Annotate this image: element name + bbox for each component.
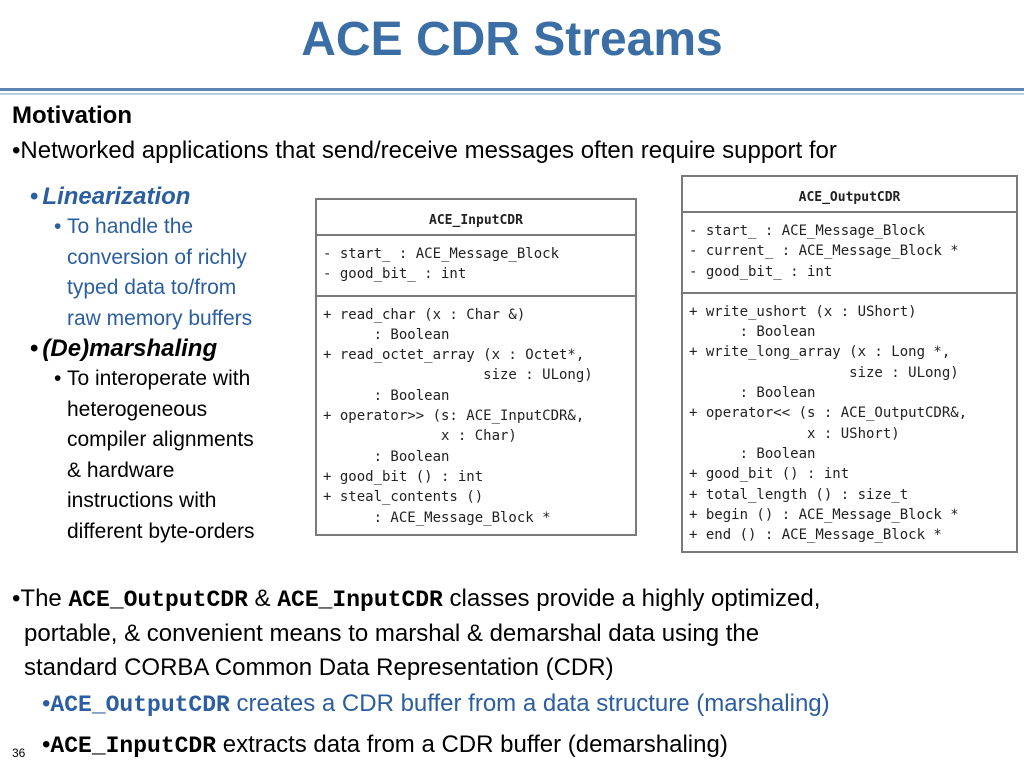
bullet-cdr-classes xyxy=(12,582,1012,685)
bullet-text: The xyxy=(20,585,69,612)
bullet-dot: • xyxy=(54,367,62,390)
demarshaling-detail xyxy=(54,364,310,547)
detail-line: conversion of richly xyxy=(67,245,247,269)
uml-operation: + read_octet_array (x : Octet*, xyxy=(323,347,585,364)
bullet-dot: • xyxy=(30,183,39,210)
uml-operations xyxy=(683,294,1016,552)
detail-line: To handle the xyxy=(67,215,194,238)
uml-class-name: ACE_InputCDR xyxy=(317,200,635,236)
uml-operation: : Boolean xyxy=(689,324,816,341)
uml-operation: size : ULong) xyxy=(323,367,593,384)
detail-line: To interoperate with xyxy=(67,367,251,390)
bullet-dot: • xyxy=(30,335,39,362)
uml-operation: : ACE_Message_Block * xyxy=(323,509,551,526)
class-name-input: ACE_InputCDR xyxy=(277,587,443,613)
uml-operation: : Boolean xyxy=(323,387,450,404)
uml-attribute: - good_bit_ : int xyxy=(689,263,833,280)
class-name-input: ACE_InputCDR xyxy=(50,733,217,759)
detail-line: compiler alignments xyxy=(67,428,254,451)
detail-line: typed data to/from xyxy=(67,276,237,299)
sub-bullet-input-cdr: •ACE_InputCDR extracts data from a CDR buffer (demarshaling) xyxy=(42,731,728,759)
uml-class-name: ACE_OutputCDR xyxy=(683,177,1016,213)
uml-attribute: - good_bit_ : int xyxy=(323,266,467,283)
bullet-networked-apps: •Networked applications that send/receive messages often require support for xyxy=(12,137,837,164)
uml-attribute: - start_ : ACE_Message_Block xyxy=(323,246,560,262)
uml-attributes xyxy=(683,213,1016,294)
class-name-output: ACE_OutputCDR xyxy=(68,587,248,613)
sub-bullet-text: extracts data from a CDR buffer (demarshaling) xyxy=(216,731,728,758)
list-item-linearization xyxy=(30,182,310,212)
bullet-line: standard CORBA Common Data Representation (CDR) xyxy=(24,654,614,681)
bullet-text: classes provide a highly optimized, xyxy=(442,585,821,612)
title-divider-light xyxy=(0,93,1024,95)
uml-operation: + begin () : ACE_Message_Block * xyxy=(689,506,959,523)
detail-line: heterogeneous xyxy=(67,397,208,421)
uml-operation: x : UShort) xyxy=(689,425,900,442)
bullet-line: portable, & convenient means to marshal & demarshal data using the xyxy=(24,620,760,647)
uml-operation: + steal_contents () xyxy=(323,489,484,506)
demarshaling-heading: (De)marshaling xyxy=(42,335,218,362)
sub-bullet-output-cdr: •ACE_OutputCDR creates a CDR buffer from a data structure (marshaling) xyxy=(42,690,830,718)
uml-operation: : Boolean xyxy=(689,445,816,462)
detail-line: instructions with xyxy=(67,489,217,512)
uml-operation: + operator<< (s : ACE_OutputCDR&, xyxy=(689,405,968,422)
uml-operation: + operator>> (s: ACE_InputCDR&, xyxy=(323,408,585,425)
sub-bullet-text: creates a CDR buffer from a data structure (marshaling) xyxy=(229,690,830,717)
uml-class-input-cdr xyxy=(315,198,637,536)
uml-operation: + good_bit () : int xyxy=(689,466,850,483)
uml-operation: : Boolean xyxy=(323,448,450,465)
uml-operations xyxy=(317,297,635,534)
uml-class-output-cdr xyxy=(681,175,1018,553)
uml-operation: + read_char (x : Char &) xyxy=(323,306,526,323)
linearization-detail xyxy=(54,212,310,334)
linearization-heading: Linearization xyxy=(42,183,191,210)
uml-operation: x : Char) xyxy=(323,428,517,445)
requirements-list xyxy=(30,182,310,547)
detail-line: raw memory buffers xyxy=(67,306,253,330)
uml-operation: + good_bit () : int xyxy=(323,468,484,485)
bullet-dot: • xyxy=(54,215,62,238)
detail-line: different byte-orders xyxy=(67,519,255,543)
bullet-text: & xyxy=(247,585,278,612)
uml-attributes xyxy=(317,236,635,297)
uml-operation: + write_long_array (x : Long *, xyxy=(689,344,951,361)
page-title: ACE CDR Streams xyxy=(301,13,723,66)
uml-operation: + total_length () : size_t xyxy=(689,486,909,503)
list-item-demarshaling xyxy=(30,334,310,364)
uml-attribute: - current_ : ACE_Message_Block * xyxy=(689,243,959,260)
bullet-line: •The ACE_OutputCDR & ACE_InputCDR classes provide a highly optimized, xyxy=(12,585,821,613)
uml-operation: size : ULong) xyxy=(689,364,959,381)
uml-operation: : Boolean xyxy=(689,385,816,402)
uml-operation: + write_ushort (x : UShort) xyxy=(689,303,917,320)
class-name-output: ACE_OutputCDR xyxy=(50,692,230,718)
uml-operation: + end () : ACE_Message_Block * xyxy=(689,527,942,544)
uml-attribute: - start_ : ACE_Message_Block xyxy=(689,223,926,239)
page-number: 36 xyxy=(12,746,26,760)
bullet-text: Networked applications that send/receive messages often require support for xyxy=(20,137,837,164)
uml-operation: : Boolean xyxy=(323,326,450,343)
detail-line: & hardware xyxy=(67,458,175,482)
title-divider xyxy=(0,88,1024,91)
motivation-heading: Motivation xyxy=(12,102,132,129)
